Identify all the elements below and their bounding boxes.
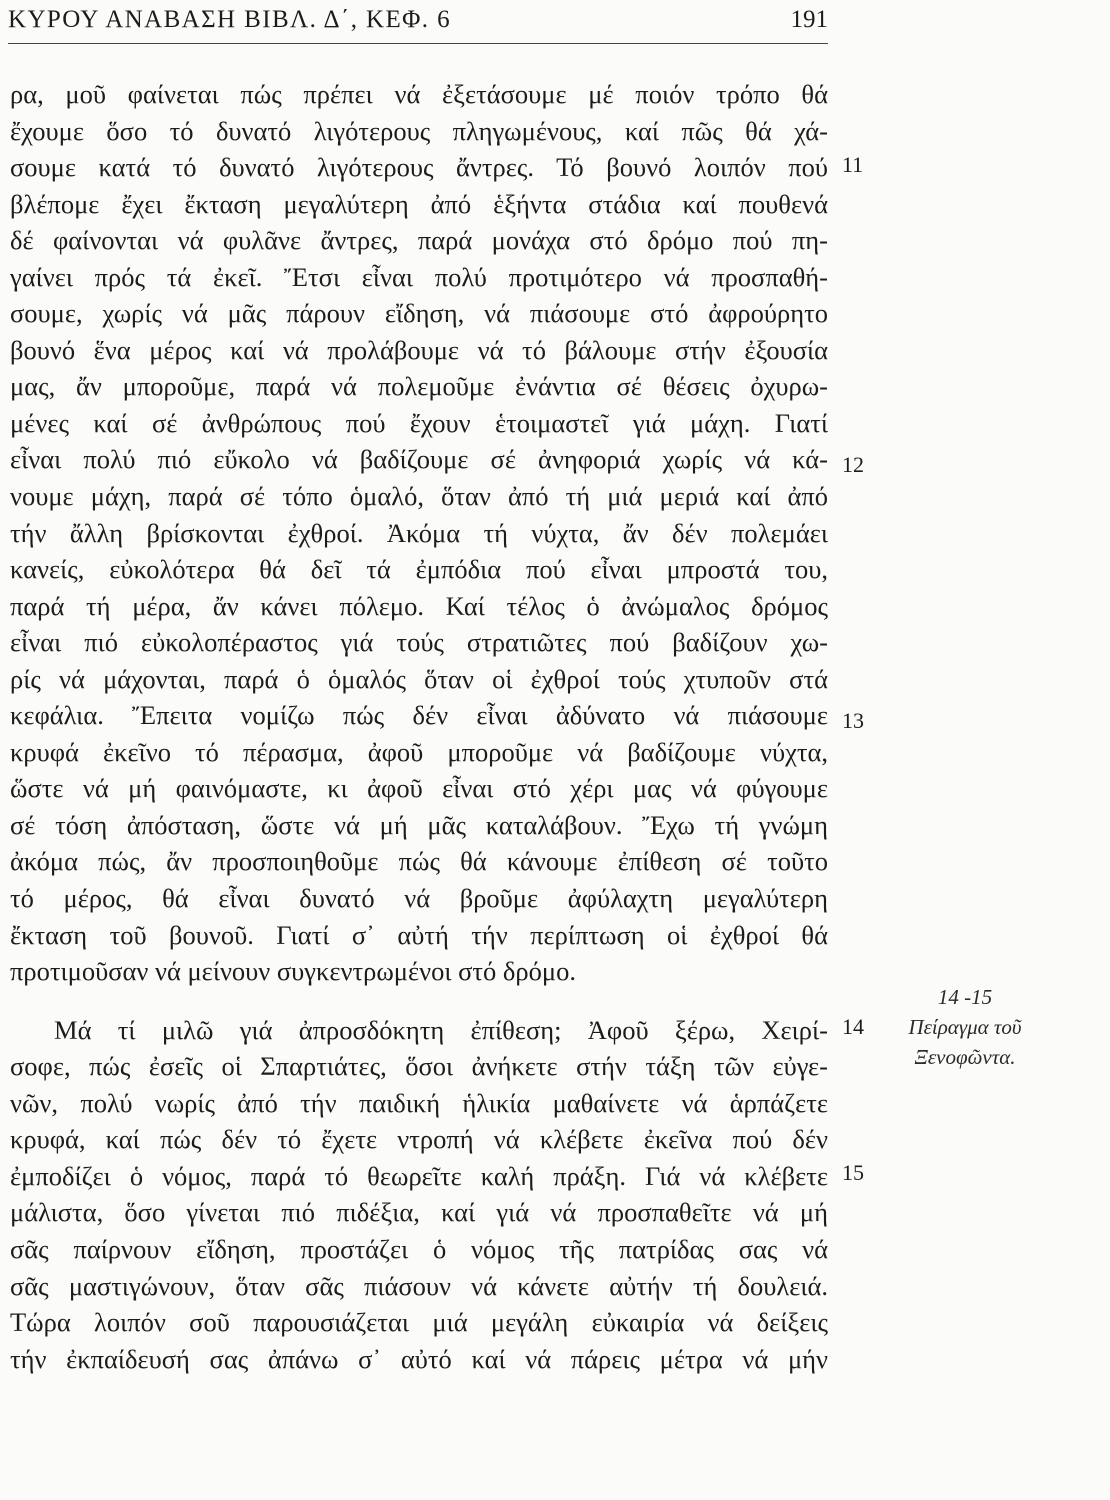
text-line: σᾶς παίρνουν εἴδηση, προστάζει ὁ νόμος τῆς πατρίδας σας νά [10,1233,828,1264]
text-line: ἔχουμε ὅσο τό δυνατό λιγότερους πληγωμένους, καί πῶς θά χά- [10,115,828,146]
margin-note-line: Ξενοφῶντα. [914,1045,1016,1069]
text-line: εἶναι πιό εὐκολοπέραστος γιά τούς στρατιῶτες πού βαδίζουν χω- [10,627,828,658]
text-line: δέ φαίνονται νά φυλᾶνε ἄντρες, παρά μονάχα στό δρόμο πού πη- [10,225,828,256]
section-number: 11 [842,152,864,177]
text-line: κρυφά, καί πώς δέν τό ἔχετε ντροπή νά κλέβετε ἐκεῖνα πού δέν [10,1124,828,1155]
section-number: 12 [842,452,864,477]
text-line: ἀκόμα πώς, ἄν προσποιηθοῦμε πώς θά κάνουμε ἐπίθεση σέ τοῦτο [10,846,828,877]
margin-note-line: Πείραγμα τοῦ [908,1015,1022,1039]
text-line: γαίνει πρός τά ἐκεῖ. Ἔτσι εἶναι πολύ προτιμότερο νά προσπαθή- [10,261,828,292]
text-line: σουμε κατά τό δυνατό λιγότερους ἄντρες. Τό βουνό λοιπόν πού [10,152,828,183]
running-head: ΚΥΡΟΥ ΑΝΑΒΑΣΗ ΒΙΒΛ. Δ΄, ΚΕΦ. 6 [8,6,451,33]
text-line: προτιμοῦσαν νά μείνουν συγκεντρωμένοι στό δρόμο. [10,956,576,987]
text-line: βουνό ἕνα μέρος καί νά προλάβουμε νά τό βάλουμε στήν ἐξουσία [10,334,828,365]
text-line: ἔκταση τοῦ βουνοῦ. Γιατί σ᾽ αὐτή τήν περίπτωση οἱ ἐχθροί θά [10,919,828,950]
margin-note-range: 14 -15 [937,985,993,1009]
text-line: σέ τόση ἀπόσταση, ὥστε νά μή μᾶς καταλάβουν. Ἔχω τή γνώμη [10,809,828,840]
text-line: κρυφά ἐκεῖνο τό πέρασμα, ἀφοῦ μποροῦμε νά βαδίζουμε νύχτα, [10,736,828,767]
header-rule [8,43,828,44]
text-line: ἐμποδίζει ὁ νόμος, παρά τό θεωρεῖτε καλή πράξη. Γιά νά κλέβετε [10,1160,828,1191]
section-number: 13 [842,708,864,733]
text-line: ὥστε νά μή φαινόμαστε, κι ἀφοῦ εἶναι στό χέρι μας νά φύγουμε [10,773,828,804]
text-line: εἶναι πολύ πιό εὔκολο νά βαδίζουμε σέ ἀνηφοριά χωρίς νά κά- [10,444,828,475]
section-number: 14 [842,1014,864,1039]
text-line: Τώρα λοιπόν σοῦ παρουσιάζεται μιά μεγάλη εὐκαιρία νά δείξεις [10,1307,828,1338]
text-line: τήν ἄλλη βρίσκονται ἐχθροί. Ἀκόμα τή νύχτα, ἄν δέν πολεμάει [10,517,828,548]
page-header [8,0,828,48]
text-line: μας, ἄν μποροῦμε, παρά νά πολεμοῦμε ἐνάντια σέ θέσεις ὀχυρω- [10,371,828,402]
text-line: κανείς, εὐκολότερα θά δεῖ τά ἐμπόδια πού εἶναι μπροστά του, [10,554,828,585]
text-line: νῶν, πολύ νωρίς ἀπό τήν παιδική ἡλικία μαθαίνετε νά ἁρπάζετε [10,1087,828,1118]
text-line: βλέπομε ἔχει ἔκταση μεγαλύτερη ἀπό ἑξήντα στάδια καί πουθενά [10,188,828,219]
text-line: νουμε μάχη, παρά σέ τόπο ὁμαλό, ὅταν ἀπό τή μιά μεριά καί ἀπό [10,481,828,512]
text-line: ρα, μοῦ φαίνεται πώς πρέπει νά ἐξετάσουμε μέ ποιόν τρόπο θά [10,79,828,109]
margin-note [880,982,1050,1072]
text-line: μάλιστα, ὅσο γίνεται πιό πιδέξια, καί γιά νά προσπαθεῖτε νά μή [10,1197,828,1228]
text-line: Μά τί μιλῶ γιά ἀπροσδόκητη ἐπίθεση; Ἀφοῦ ξέρω, Χειρί- [54,1014,828,1045]
text-line: σοφε, πώς ἐσεῖς οἱ Σπαρτιάτες, ὅσοι ἀνήκετε στήν τάξη τῶν εὐγε- [10,1051,828,1082]
section-number: 15 [842,1160,864,1185]
text-line: παρά τή μέρα, ἄν κάνει πόλεμο. Καί τέλος ὁ ἀνώμαλος δρόμος [10,590,828,621]
text-line: σουμε, χωρίς νά μᾶς πάρουν εἴδηση, νά πιάσουμε στό ἀφρούρητο [10,298,828,329]
text-line: τήν ἐκπαίδευσή σας ἀπάνω σ᾽ αὐτό καί νά πάρεις μέτρα νά μήν [10,1343,828,1374]
text-line: τό μέρος, θά εἶναι δυνατό νά βροῦμε ἀφύλαχτη μεγαλύτερη [10,883,828,914]
text-line: μένες καί σέ ἀνθρώπους πού ἔχουν ἑτοιμαστεῖ γιά μάχη. Γιατί [10,407,828,438]
paragraph-gap [10,990,828,1012]
body-text [10,76,828,1377]
text-line: ρίς νά μάχονται, παρά ὁ ὁμαλός ὅταν οἱ ἐχθροί τούς χτυποῦν στά [10,663,828,694]
text-line: σᾶς μαστιγώνουν, ὅταν σᾶς πιάσουν νά κάνετε αὐτήν τή δουλειά. [10,1270,828,1301]
text-line: κεφάλια. Ἔπειτα νομίζω πώς δέν εἶναι ἀδύνατο νά πιάσουμε [10,700,828,731]
page-number: 191 [790,6,828,33]
